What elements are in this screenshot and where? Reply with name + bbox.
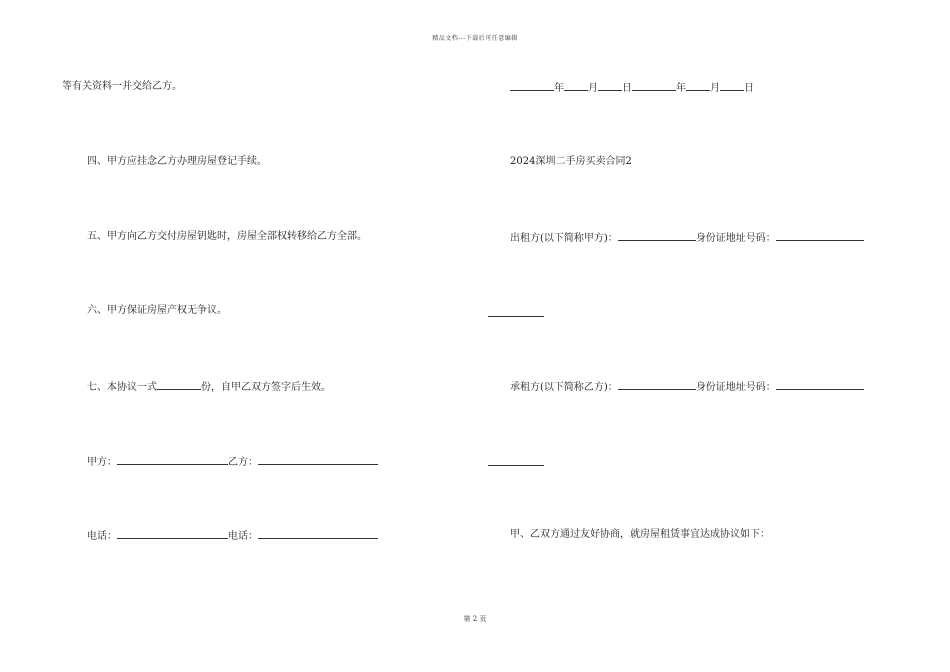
page-number: 第 2 页 — [463, 615, 487, 623]
year1-blank[interactable] — [510, 80, 554, 91]
phone-a-label: 电话： — [87, 531, 117, 542]
phone-b-blank[interactable] — [258, 528, 378, 539]
agreement-intro: 甲、乙双方通过友好协商，就房屋租赁事宜达成协议如下： — [510, 529, 770, 540]
clause-7-text-b: 份，自甲乙双方签字后生效。 — [201, 382, 331, 393]
party-a-blank[interactable] — [117, 454, 228, 465]
signature-line — [87, 454, 378, 470]
page-header: 精品文档---下载后可任意编辑 — [432, 35, 518, 42]
lessor-id-continuation-blank[interactable] — [488, 316, 544, 317]
contract-title: 2024深圳二手房买卖合同2 — [510, 156, 632, 167]
party-b-label: 乙方： — [228, 457, 258, 468]
lessee-id-label: 身份证地址号码： — [695, 382, 776, 393]
month2-blank[interactable] — [686, 80, 710, 91]
phone-b-label: 电话： — [228, 531, 258, 542]
lessee-id-continuation-blank[interactable] — [488, 465, 544, 466]
clause-5: 五、甲方向乙方交付房屋钥匙时，房屋全部权转移给乙方全部。 — [87, 231, 367, 242]
lessee-name-blank[interactable] — [618, 379, 696, 390]
month1-blank[interactable] — [564, 80, 588, 91]
year2-blank[interactable] — [632, 80, 676, 91]
day2-label: 日 — [744, 83, 754, 94]
party-a-label: 甲方： — [87, 457, 117, 468]
lessor-id-blank[interactable] — [776, 230, 864, 241]
clause-7 — [87, 379, 331, 395]
lessor-id-label: 身份证地址号码： — [695, 233, 776, 244]
day2-blank[interactable] — [720, 80, 744, 91]
lessee-line — [510, 379, 864, 395]
day1-blank[interactable] — [598, 80, 622, 91]
clause-6: 六、甲方保证房屋产权无争议。 — [87, 305, 227, 316]
lessee-id-blank[interactable] — [776, 379, 864, 390]
party-b-blank[interactable] — [258, 454, 378, 465]
lessee-label: 承租方(以下简称乙方)： — [510, 382, 618, 393]
lessor-label: 出租方(以下简称甲方)： — [510, 233, 618, 244]
date-range-line — [510, 80, 754, 96]
year1-label: 年 — [554, 83, 564, 94]
clause-4: 四、甲方应挂念乙方办理房屋登记手续。 — [87, 156, 267, 167]
month2-label: 月 — [710, 83, 720, 94]
year2-label: 年 — [676, 83, 686, 94]
copies-blank[interactable] — [157, 379, 201, 390]
month1-label: 月 — [588, 83, 598, 94]
day1-label: 日 — [622, 83, 632, 94]
lessor-name-blank[interactable] — [618, 230, 696, 241]
clause-continuation: 等有关资料一并交给乙方。 — [62, 81, 182, 92]
phone-line — [87, 528, 378, 544]
lessor-line — [510, 230, 864, 246]
clause-7-text-a: 七、本协议一式 — [87, 382, 157, 393]
phone-a-blank[interactable] — [117, 528, 228, 539]
